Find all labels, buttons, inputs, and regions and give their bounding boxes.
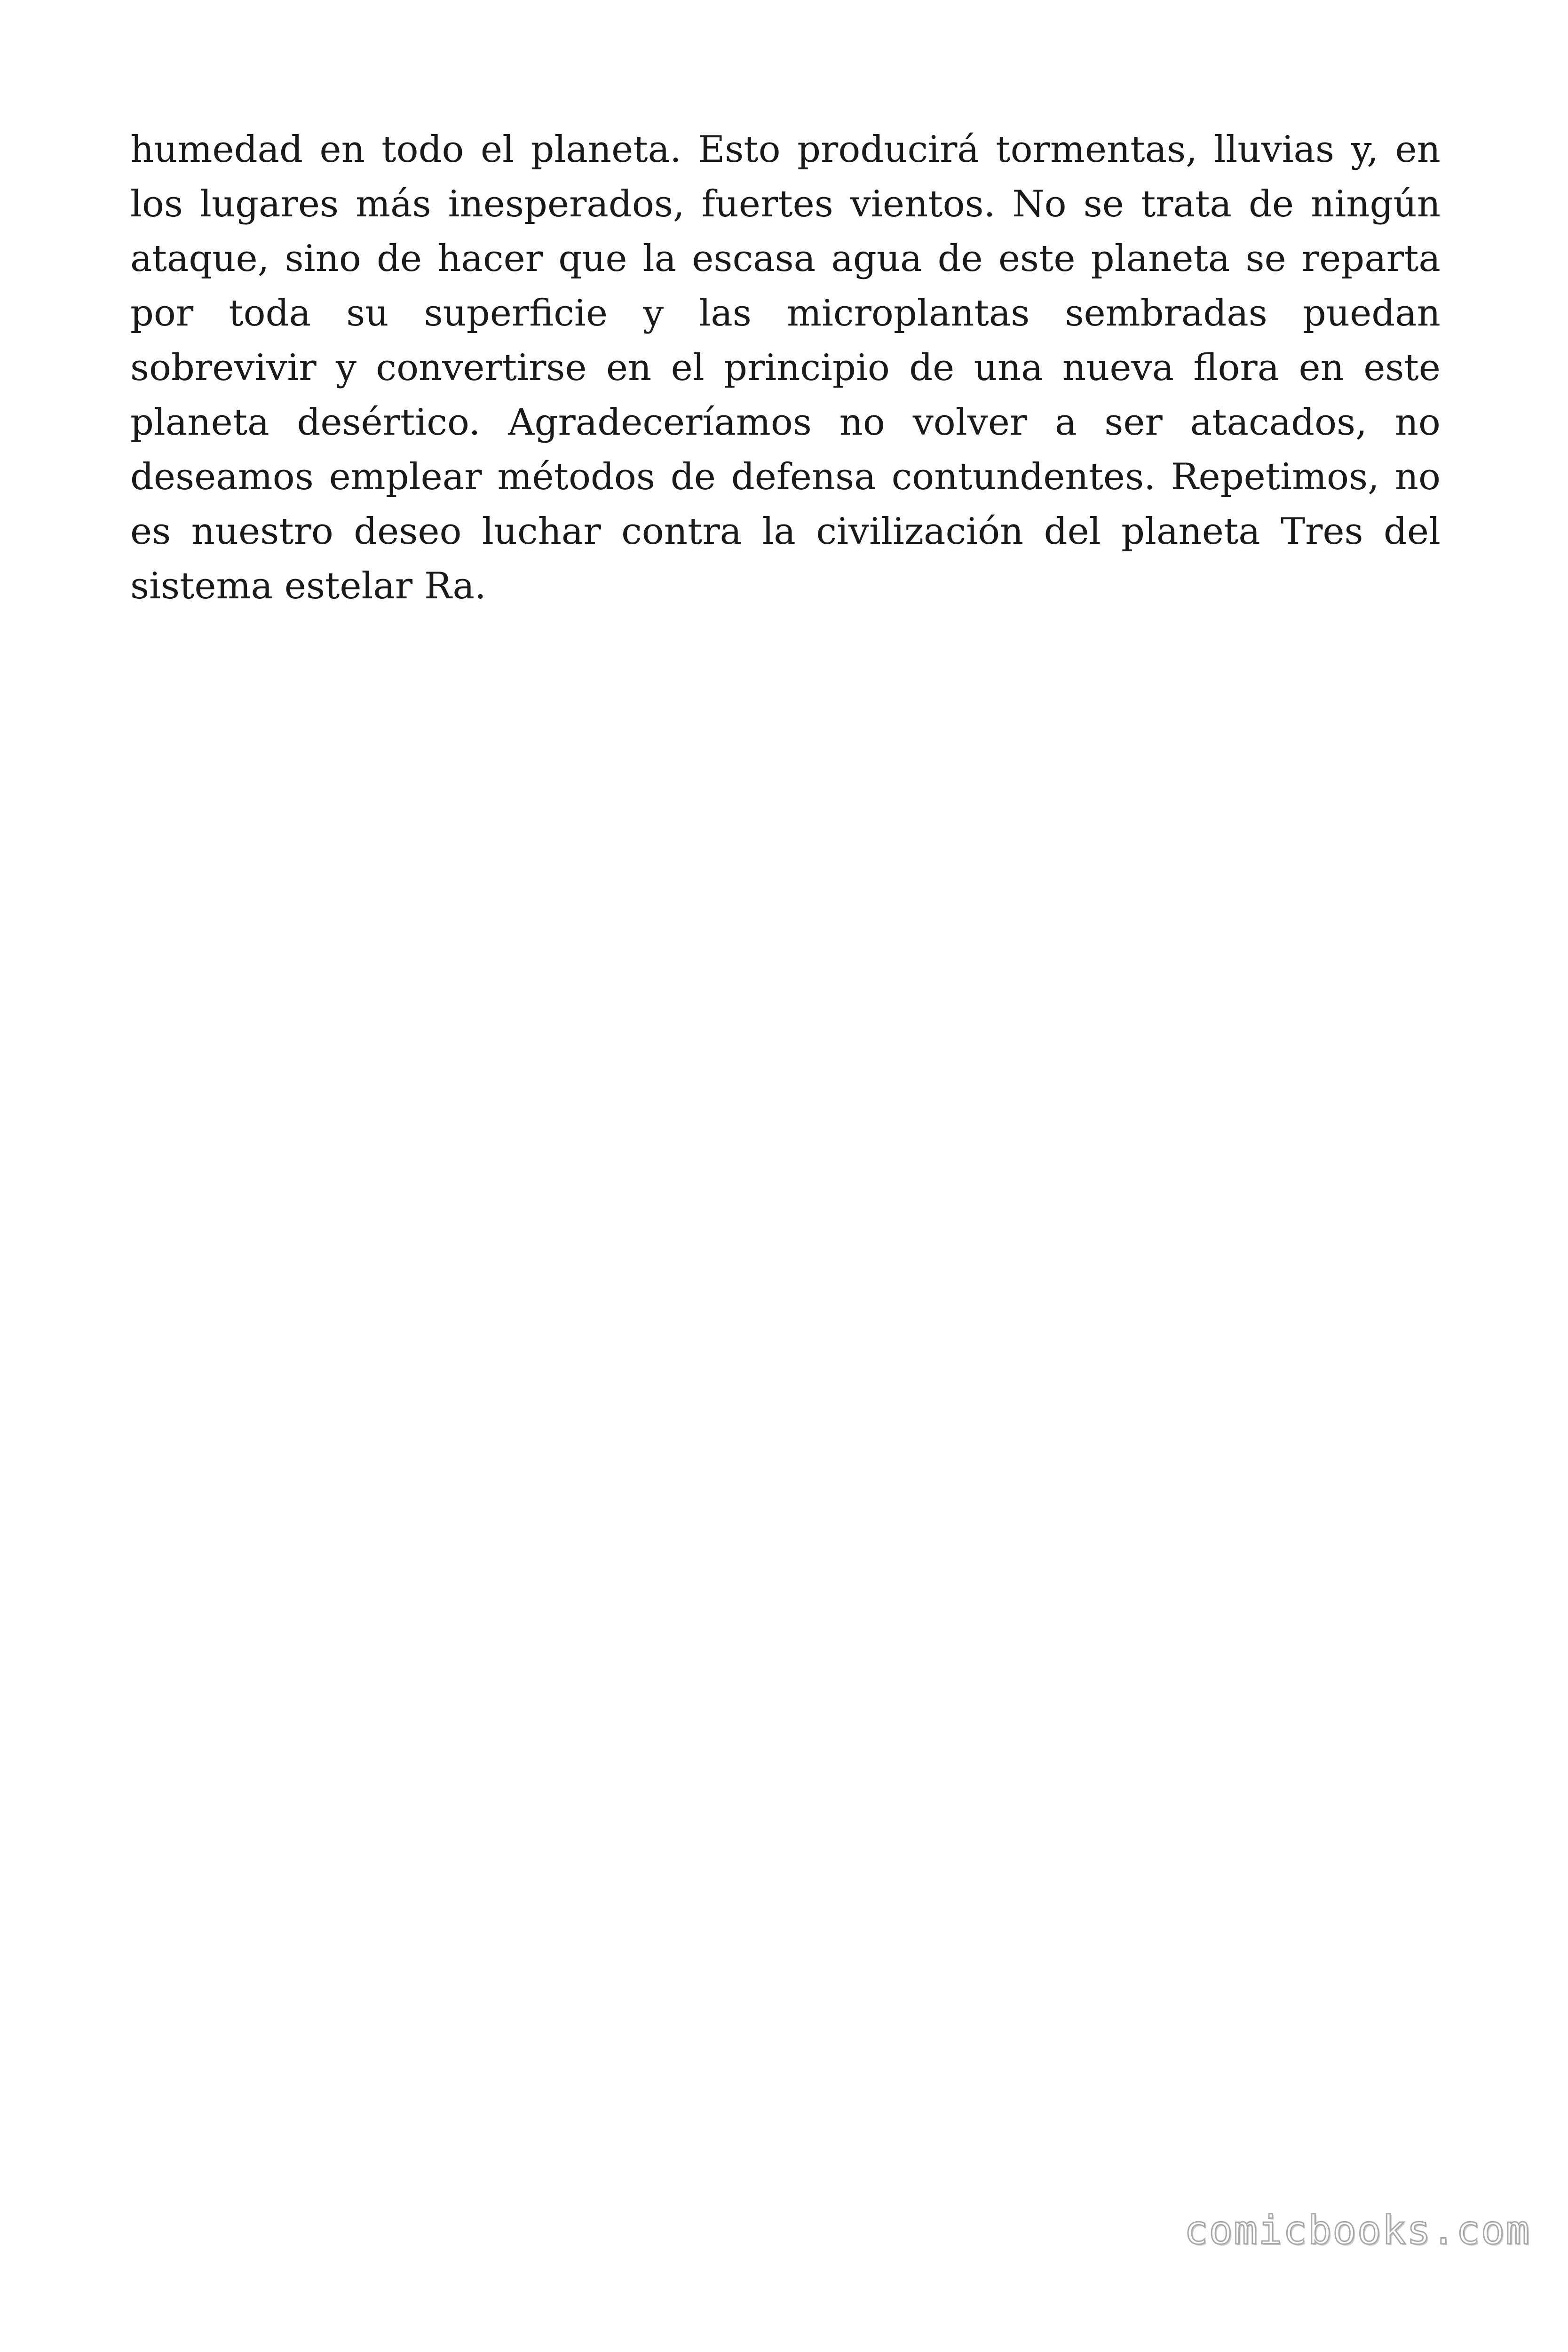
word: del — [1044, 510, 1101, 553]
word: volver — [912, 401, 1028, 444]
word: métodos — [497, 456, 655, 498]
word: estelar — [284, 565, 413, 607]
watermark-logo: comicbooks.com — [1184, 2207, 1530, 2253]
word: Ra. — [424, 565, 486, 607]
word: nueva — [1062, 347, 1174, 389]
word: planeta — [130, 401, 269, 444]
word: superficie — [424, 292, 608, 334]
text-line — [130, 231, 1441, 286]
word: toda — [229, 292, 311, 334]
word: desértico. — [297, 401, 481, 444]
word: luchar — [482, 510, 601, 553]
word: las — [699, 292, 752, 334]
word: convertirse — [376, 347, 587, 389]
word: microplantas — [786, 292, 1030, 334]
word: la — [642, 238, 677, 280]
text-line — [130, 450, 1441, 504]
word: este — [998, 238, 1076, 280]
word: una — [974, 347, 1043, 389]
word: No — [1012, 183, 1067, 225]
word: atacados, — [1190, 401, 1367, 444]
word: y, — [1351, 128, 1379, 171]
word: Esto — [698, 128, 781, 171]
word: Agradeceríamos — [508, 401, 812, 444]
word: agua — [831, 238, 922, 280]
word: contra — [621, 510, 742, 553]
word: tormentas, — [996, 128, 1197, 171]
word: ningún — [1311, 183, 1441, 225]
word: Repetimos, — [1171, 456, 1379, 498]
word: de — [376, 238, 422, 280]
word: flora — [1193, 347, 1280, 389]
text-line — [130, 559, 1441, 613]
word: la — [762, 510, 796, 553]
word: civilización — [816, 510, 1024, 553]
word: de — [1248, 183, 1294, 225]
word: por — [130, 292, 194, 334]
word: deseamos — [130, 456, 314, 498]
text-line — [130, 122, 1441, 177]
word: escasa — [692, 238, 816, 280]
word: en — [1299, 347, 1344, 389]
word: vientos. — [850, 183, 996, 225]
word: Tres — [1281, 510, 1363, 553]
word: a — [1054, 401, 1077, 444]
body-paragraph — [130, 122, 1441, 613]
word: ser — [1104, 401, 1163, 444]
word: contundentes. — [891, 456, 1156, 498]
word: sembradas — [1065, 292, 1267, 334]
word: planeta — [1091, 238, 1230, 280]
word: humedad — [130, 128, 303, 171]
word: producirá — [797, 128, 979, 171]
word: defensa — [731, 456, 876, 498]
word: reparta — [1301, 238, 1441, 280]
word: de — [909, 347, 955, 389]
word: lluvias — [1214, 128, 1335, 171]
word: fuertes — [701, 183, 833, 225]
word: nuestro — [191, 510, 333, 553]
text-line — [130, 504, 1441, 559]
word: se — [1245, 238, 1286, 280]
word: el — [671, 347, 705, 389]
word: no — [1394, 456, 1441, 498]
word: es — [130, 510, 171, 553]
text-line — [130, 286, 1441, 341]
word: sino — [285, 238, 361, 280]
text-line — [130, 395, 1441, 450]
word: puedan — [1302, 292, 1441, 334]
word: del — [1383, 510, 1441, 553]
word: en — [319, 128, 365, 171]
word: en — [1395, 128, 1441, 171]
word: todo — [381, 128, 464, 171]
word: lugares — [199, 183, 339, 225]
word: no — [1394, 401, 1441, 444]
word: planeta — [1121, 510, 1260, 553]
text-line — [130, 177, 1441, 231]
word: más — [356, 183, 431, 225]
word: emplear — [329, 456, 482, 498]
word: y — [643, 292, 664, 334]
word: se — [1083, 183, 1124, 225]
word: hacer — [437, 238, 543, 280]
word: inesperados, — [448, 183, 685, 225]
word: los — [130, 183, 183, 225]
word: deseo — [354, 510, 462, 553]
word: no — [839, 401, 885, 444]
word: el — [480, 128, 515, 171]
word: de — [937, 238, 983, 280]
word: su — [346, 292, 389, 334]
word: sobrevivir — [130, 347, 317, 389]
word: que — [558, 238, 627, 280]
text-line — [130, 341, 1441, 395]
word: este — [1363, 347, 1441, 389]
word: planeta. — [531, 128, 681, 171]
word: en — [606, 347, 652, 389]
word: principio — [724, 347, 890, 389]
word: ataque, — [130, 238, 269, 280]
word: sistema — [130, 565, 273, 607]
word: trata — [1140, 183, 1232, 225]
word: y — [336, 347, 357, 389]
word: de — [670, 456, 716, 498]
